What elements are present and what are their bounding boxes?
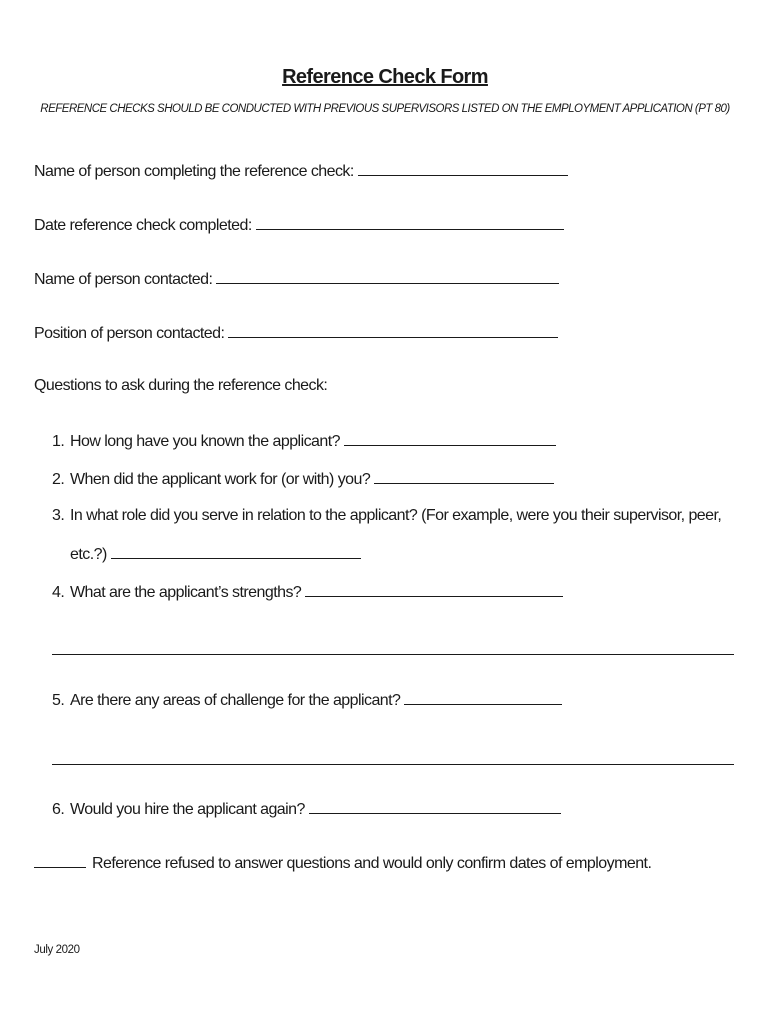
answer-blank-3[interactable] — [111, 543, 361, 559]
refused-row — [34, 852, 651, 874]
question-number: 6. — [52, 801, 65, 818]
question-item-5 — [52, 689, 562, 711]
form-title: Reference Check Form — [282, 66, 488, 88]
question-number: 1. — [52, 433, 65, 450]
answer-blank-5[interactable] — [404, 689, 562, 705]
contact-name-blank[interactable] — [216, 268, 559, 284]
completer-field-row — [34, 160, 568, 182]
question-item-1 — [52, 430, 556, 452]
form-subtitle: REFERENCE CHECKS SHOULD BE CONDUCTED WITH PREVIOUS SUPERVISORS LISTED ON THE EMPLOYMENT APPLICATION (PT 80) — [40, 103, 730, 115]
answer-line-5-extra[interactable] — [52, 764, 734, 765]
date-blank[interactable] — [256, 214, 564, 230]
question-item-3 — [52, 506, 721, 526]
completer-label: Name of person completing the reference check: — [34, 163, 354, 180]
answer-blank-4[interactable] — [305, 581, 563, 597]
question-number: 2. — [52, 471, 65, 488]
date-field-row — [34, 214, 564, 236]
question-text: How long have you known the applicant? — [70, 433, 340, 450]
answer-blank-6[interactable] — [309, 798, 561, 814]
contact-position-blank[interactable] — [228, 322, 558, 338]
question-text: In what role did you serve in relation to the applicant? (For example, were you their supervisor, peer, — [70, 507, 722, 524]
question-number: 4. — [52, 584, 65, 601]
answer-blank-2[interactable] — [374, 468, 554, 484]
answer-line-4-extra[interactable] — [52, 654, 734, 655]
question-text: When did the applicant work for (or with) you? — [70, 471, 371, 488]
questions-heading: Questions to ask during the reference check: — [34, 377, 328, 394]
question-text: Are there any areas of challenge for the applicant? — [70, 692, 401, 709]
question-item-6 — [52, 798, 561, 820]
footer-date: July 2020 — [34, 944, 80, 956]
question-item-2 — [52, 468, 554, 490]
contact-name-field-row — [34, 268, 559, 290]
question-number: 3. — [52, 507, 65, 524]
question-text: Would you hire the applicant again? — [70, 801, 305, 818]
completer-blank[interactable] — [358, 160, 568, 176]
question-item-4 — [52, 581, 563, 603]
answer-blank-1[interactable] — [344, 430, 556, 446]
question-text: What are the applicant’s strengths? — [70, 584, 302, 601]
date-label: Date reference check completed: — [34, 217, 252, 234]
contact-name-label: Name of person contacted: — [34, 271, 213, 288]
refused-checkbox-blank[interactable] — [34, 852, 86, 868]
contact-position-field-row — [34, 322, 558, 344]
question-item-3-continuation — [70, 543, 361, 565]
question-text-continuation: etc.?) — [70, 546, 107, 563]
refused-text: Reference refused to answer questions and would only confirm dates of employment. — [92, 855, 652, 872]
question-number: 5. — [52, 692, 65, 709]
contact-position-label: Position of person contacted: — [34, 325, 225, 342]
